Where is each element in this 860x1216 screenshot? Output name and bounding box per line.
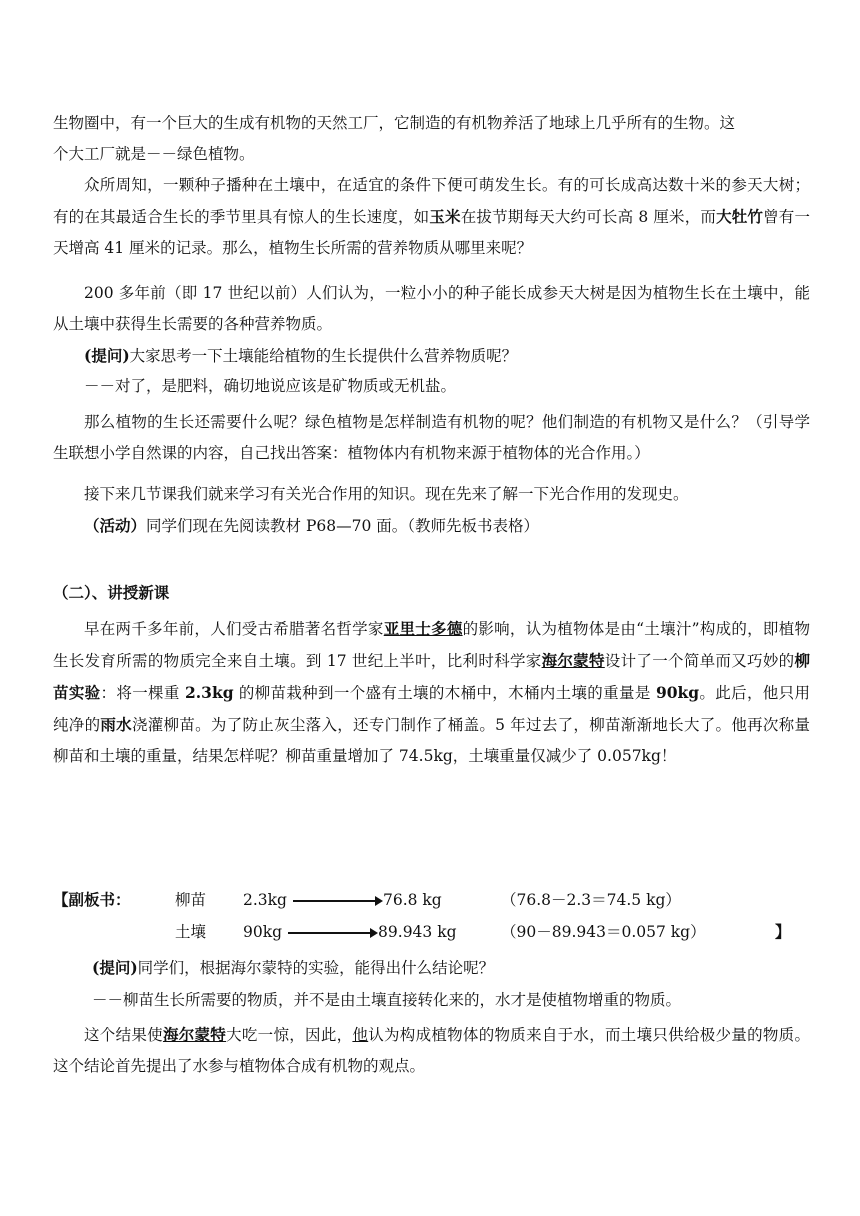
question-text: 大家思考一下土壤能给植物的生长提供什么营养物质呢？ — [129, 347, 518, 365]
paragraph-answer-1: －－对了，是肥料，确切地说应该是矿物质或无机盐。 — [84, 377, 457, 395]
side-board — [53, 885, 813, 947]
weight-willow: 2.3kg — [185, 683, 234, 702]
arrow-icon — [288, 932, 376, 934]
paragraph-intro-line2: 个大工厂就是－－绿色植物。 — [53, 145, 255, 163]
board-row-soil — [53, 917, 813, 947]
board-row-willow — [53, 885, 813, 915]
paragraph-history: 200 多年前（即 17 世纪以前）人们认为，一粒小小的种子能长成参天大树是因为植物生长在土壤中，能从土壤中获得生长需要的各种营养物质。 — [53, 284, 810, 333]
section-heading: （二）、讲授新课 — [53, 584, 170, 602]
paragraph-question-2 — [92, 952, 812, 984]
paragraph-growth — [53, 170, 810, 264]
paragraph-question-1 — [53, 340, 810, 372]
question-tag: (提问) — [92, 958, 138, 977]
text: 早在两千多年前，人们受古希腊著名哲学家 — [84, 620, 384, 638]
text: 。此后，他只用纯净的 — [53, 684, 810, 734]
he-term: 他 — [352, 1026, 369, 1044]
paragraph-needs: 那么植物的生长还需要什么呢？绿色植物是怎样制造有机物的呢？他们制造的有机物又是什么？（引导学生联想小学自然课的内容，自己找出答案：植物体内有机物来源于植物体的光合作用。） — [53, 413, 810, 462]
board-item-name: 土壤 — [175, 923, 207, 941]
text: 的影响，认为植物体是由“土壤汁”构成的，即植物生长发育所需的物质完全来自土壤。到 17 世纪上半叶，比利时科学家 — [53, 620, 810, 670]
helmont-term: 海尔蒙特 — [162, 1025, 227, 1044]
text: 浇灌柳苗。为了防止灰尘落入，还专门制作了桶盖。5 年过去了，柳苗渐渐地长大了。他再次称量柳苗和土壤的重量，结果怎样呢？柳苗重量增加了 74.5kg，土壤重量仅减少了 0.057kg！ — [53, 716, 810, 765]
rain-term: 雨水 — [100, 715, 132, 734]
activity-tag: （活动） — [84, 516, 147, 535]
question-tag: (提问) — [84, 346, 130, 365]
paragraph-answer-2: －－柳苗生长所需要的物质，并不是由土壤直接转化来的，水才是使植物增重的物质。 — [92, 991, 682, 1009]
experiment-term: 柳苗实验 — [53, 651, 810, 702]
paragraph-intro — [53, 108, 810, 170]
text: 在拔节期每天大约可长高 8 厘米，而 — [460, 208, 717, 226]
paragraph-intro-line1: 生物圈中，有一个巨大的生成有机物的天然工厂，它制造的有机物养活了地球上几乎所有的生物。这 — [53, 114, 736, 132]
text: 这个结果使 — [84, 1026, 163, 1044]
activity-text: 同学们现在先阅读教材 P68—70 面。（教师先板书表格） — [146, 517, 539, 535]
paragraph-conclusion — [53, 1019, 810, 1082]
paragraph-lesson — [53, 613, 810, 772]
aristotle-term: 亚里士多德 — [383, 619, 463, 638]
text: 众所周知，一颗种子播种在土壤中，在适宜的条件下便可萌发生长。有的可长成高达数十米的参天大树；有的在其最适合生长的季节里具有惊人的生长速度，如 — [53, 176, 810, 226]
helmont-term: 海尔蒙特 — [541, 651, 605, 670]
text: 的柳苗栽种到一个盛有土壤的木桶中，木桶内土壤的重量是 — [233, 684, 656, 702]
arrow-icon — [293, 900, 381, 902]
board-from-value: 2.3kg 76.8 kg — [243, 891, 442, 909]
text: ：将一棵重 — [100, 684, 185, 702]
corn-term: 玉米 — [429, 207, 461, 226]
board-close: 】 — [775, 923, 791, 941]
paragraph-next: 接下来几节课我们就来学习有关光合作用的知识。现在先来了解一下光合作用的发现史。 — [84, 485, 689, 503]
text: 认为构成植物体的物质来自于水，而土壤只供给极少量的物质。这个结论首先提出了水参与植物体合成有机物的观点。 — [53, 1026, 810, 1075]
board-item-name: 柳苗 — [175, 891, 207, 909]
weight-soil: 90kg — [655, 683, 700, 702]
board-calculation: （76.8－2.3＝74.5 kg） — [501, 891, 681, 909]
board-label: 【副板书： — [53, 891, 131, 909]
question-text: 同学们，根据海尔蒙特的实验，能得出什么结论呢？ — [137, 959, 495, 977]
paragraph-activity — [53, 510, 810, 542]
board-from-value: 90kg 89.943 kg — [243, 923, 457, 941]
bamboo-term: 大牡竹 — [716, 207, 764, 226]
text: 设计了一个简单而又巧妙的 — [604, 652, 795, 670]
text: 曾有一天增高 41 厘米的记录。那么，植物生长所需的营养物质从哪里来呢？ — [53, 208, 810, 257]
board-calculation: （90－89.943＝0.057 kg） — [501, 923, 706, 941]
text: 大吃一惊，因此， — [226, 1026, 353, 1044]
